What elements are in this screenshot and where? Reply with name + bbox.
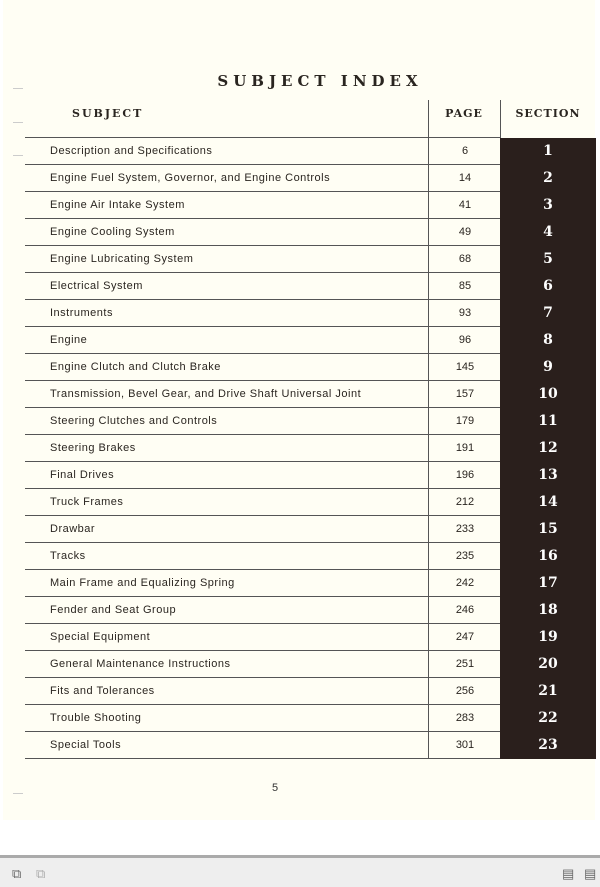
column-divider [500,100,501,138]
section-cell[interactable]: 1 [500,138,596,165]
subject-cell: Transmission, Bevel Gear, and Drive Shaft Universal Joint [50,388,362,400]
page-cell: 157 [428,381,501,407]
subject-cell: Engine Lubricating System [50,253,194,265]
table-row [25,704,558,731]
section-cell[interactable]: 12 [500,435,596,462]
subject-cell: Tracks [50,550,86,562]
margin-mark [13,122,23,123]
subject-cell: Description and Specifications [50,145,213,157]
page-cell: 41 [428,192,501,218]
page-cell: 212 [428,489,501,515]
subject-cell: Drawbar [50,523,96,535]
page-cell: 6 [428,138,501,164]
section-header: SECTION [515,107,581,120]
page-cell: 283 [428,705,501,731]
page-cell: 247 [428,624,501,650]
section-cell[interactable]: 9 [500,354,596,381]
section-cell[interactable]: 19 [500,624,596,651]
page-cell: 179 [428,408,501,434]
subject-cell: Special Tools [50,739,122,751]
page-cell: 235 [428,543,501,569]
section-cell[interactable]: 15 [500,516,596,543]
section-cell[interactable]: 14 [500,489,596,516]
subject-cell: Fits and Tolerances [50,685,155,697]
subject-cell: General Maintenance Instructions [50,658,231,670]
section-cell[interactable]: 17 [500,570,596,597]
section-cell[interactable]: 21 [500,678,596,705]
page-cell: 93 [428,300,501,326]
subject-cell: Engine Air Intake System [50,199,185,211]
page-cell: 85 [428,273,501,299]
table-row [25,164,553,191]
table-row [25,542,558,569]
subject-header: SUBJECT [72,107,144,120]
subject-cell: Electrical System [50,280,143,292]
table-row [25,245,553,272]
table-row [25,191,553,218]
subject-cell: Main Frame and Equalizing Spring [50,577,235,589]
subject-cell: Engine [50,334,88,346]
page-cell: 49 [428,219,501,245]
section-cell[interactable]: 3 [500,192,596,219]
subject-cell: Steering Brakes [50,442,136,454]
subject-cell: Instruments [50,307,113,319]
section-cell[interactable]: 2 [500,165,596,192]
page-cell: 96 [428,327,501,353]
margin-mark [13,155,23,156]
table-row [25,137,553,164]
section-cell[interactable]: 18 [500,597,596,624]
continuous-view-icon[interactable]: ▤ [584,866,597,881]
subject-cell: Special Equipment [50,631,151,643]
copy-page-icon[interactable]: ⧉ [36,866,46,881]
page-cell: 242 [428,570,501,596]
page-cell: 196 [428,462,501,488]
margin-mark [13,793,23,794]
subject-cell: Engine Cooling System [50,226,175,238]
section-cell[interactable]: 13 [500,462,596,489]
page-cell: 68 [428,246,501,272]
insert-page-icon[interactable]: ⧉ [12,866,22,881]
section-cell[interactable]: 23 [500,732,596,759]
page-cell: 256 [428,678,501,704]
page-header: PAGE [445,107,483,120]
page-cell: 246 [428,597,501,623]
table-row [25,326,553,353]
section-cell[interactable]: 5 [500,246,596,273]
section-cell[interactable]: 16 [500,543,596,570]
section-cell[interactable]: 4 [500,219,596,246]
table-row [25,299,553,326]
page-number: 5 [272,782,279,794]
subject-cell: Fender and Seat Group [50,604,177,616]
subject-index-table [25,137,596,759]
subject-cell: Final Drives [50,469,115,481]
section-cell[interactable]: 11 [500,408,596,435]
table-row [25,596,558,623]
section-cell[interactable]: 22 [500,705,596,732]
page-cell: 14 [428,165,501,191]
page-cell: 145 [428,354,501,380]
table-row [25,218,553,245]
subject-cell: Engine Clutch and Clutch Brake [50,361,221,373]
section-cell[interactable]: 10 [500,381,596,408]
viewer-toolbar [0,855,600,887]
subject-cell: Steering Clutches and Controls [50,415,218,427]
single-page-view-icon[interactable]: ▤ [562,866,575,881]
page-cell: 301 [428,732,501,758]
section-cell[interactable]: 20 [500,651,596,678]
table-row [25,731,558,759]
page-cell: 233 [428,516,501,542]
table-row [25,434,558,461]
table-row [25,380,558,407]
subject-cell: Trouble Shooting [50,712,142,724]
table-row [25,353,553,380]
table-row [25,515,558,542]
table-row [25,272,553,299]
page-title: SUBJECT INDEX [217,72,423,90]
table-row [25,488,558,515]
page-cell: 251 [428,651,501,677]
column-divider [428,100,429,138]
table-row [25,677,558,704]
section-cell[interactable]: 6 [500,273,596,300]
table-row [25,623,558,650]
section-cell[interactable]: 7 [500,300,596,327]
subject-cell: Engine Fuel System, Governor, and Engine Controls [50,172,331,184]
subject-cell: Truck Frames [50,496,124,508]
table-row [25,650,558,677]
page-cell: 191 [428,435,501,461]
section-cell[interactable]: 8 [500,327,596,354]
table-row [25,407,558,434]
table-row [25,461,558,488]
table-row [25,569,558,596]
